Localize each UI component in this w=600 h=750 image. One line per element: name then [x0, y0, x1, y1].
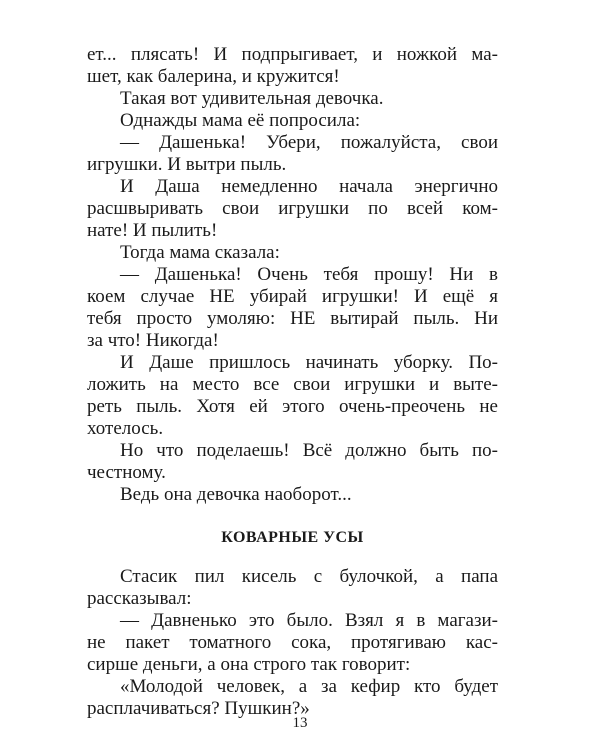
- text-line: Однажды мама её попросила:: [120, 110, 361, 131]
- paragraph: [87, 264, 498, 352]
- text-line: рассказывал:: [87, 588, 192, 609]
- text-line: сирше деньги, а она строго так говорит:: [87, 654, 411, 675]
- paragraph: [87, 352, 498, 440]
- text-line: Тогда мама сказала:: [120, 242, 280, 263]
- text-line: ложить на место все свои игрушки и выте-: [87, 374, 498, 395]
- story-text-top: [87, 44, 498, 506]
- paragraph: [87, 44, 498, 88]
- text-line: хотелось.: [87, 418, 164, 439]
- text-line: шет, как балерина, и кружится!: [87, 66, 340, 87]
- text-line: Стасик пил кисель с булочкой, а папа: [120, 566, 498, 587]
- text-line: нате! И пылить!: [87, 220, 218, 241]
- paragraph: [87, 110, 498, 132]
- text-line: — Дашенька! Очень тебя прошу! Ни в: [120, 264, 498, 285]
- text-line: коем случае НЕ убирай игрушки! И ещё я: [87, 286, 498, 307]
- text-line: расшвыривать свои игрушки по всей ком-: [87, 198, 498, 219]
- text-line: Но что поделаешь! Всё должно быть по-: [120, 440, 498, 461]
- text-line: Такая вот удивительная девочка.: [120, 88, 384, 109]
- text-line: тебя просто умоляю: НЕ вытирай пыль. Ни: [87, 308, 498, 329]
- story-text-bottom: [87, 566, 498, 720]
- text-line: не пакет томатного сока, протягиваю кас-: [87, 632, 498, 653]
- text-line: за что! Никогда!: [87, 330, 219, 351]
- paragraph: [87, 610, 498, 676]
- text-line: игрушки. И вытри пыль.: [87, 154, 287, 175]
- text-line: И Даша немедленно начала энергично: [120, 176, 498, 197]
- chapter-heading: КОВАРНЫЕ УСЫ: [221, 529, 364, 546]
- paragraph: [87, 566, 498, 610]
- paragraph: [87, 132, 498, 176]
- text-line: «Молодой человек, а за кефир кто будет: [120, 676, 498, 697]
- paragraph: [87, 440, 498, 484]
- paragraph: [87, 88, 498, 110]
- text-line: — Давненько это было. Взял я в магази-: [120, 610, 498, 631]
- text-line: реть пыль. Хотя ей этого очень-преочень не: [87, 396, 498, 417]
- page-number: 13: [292, 715, 308, 731]
- paragraph: [87, 484, 498, 506]
- text-line: честному.: [87, 462, 166, 483]
- paragraph: [87, 242, 498, 264]
- paragraph: [87, 176, 498, 242]
- text-line: ет... плясать! И подпрыгивает, и ножкой ма-: [87, 44, 498, 65]
- text-line: И Даше пришлось начинать уборку. По-: [120, 352, 498, 373]
- text-line: Ведь она девочка наоборот...: [120, 484, 352, 505]
- text-line: расплачиваться? Пушкин?»: [87, 698, 310, 719]
- text-line: — Дашенька! Убери, пожалуйста, свои: [120, 132, 498, 153]
